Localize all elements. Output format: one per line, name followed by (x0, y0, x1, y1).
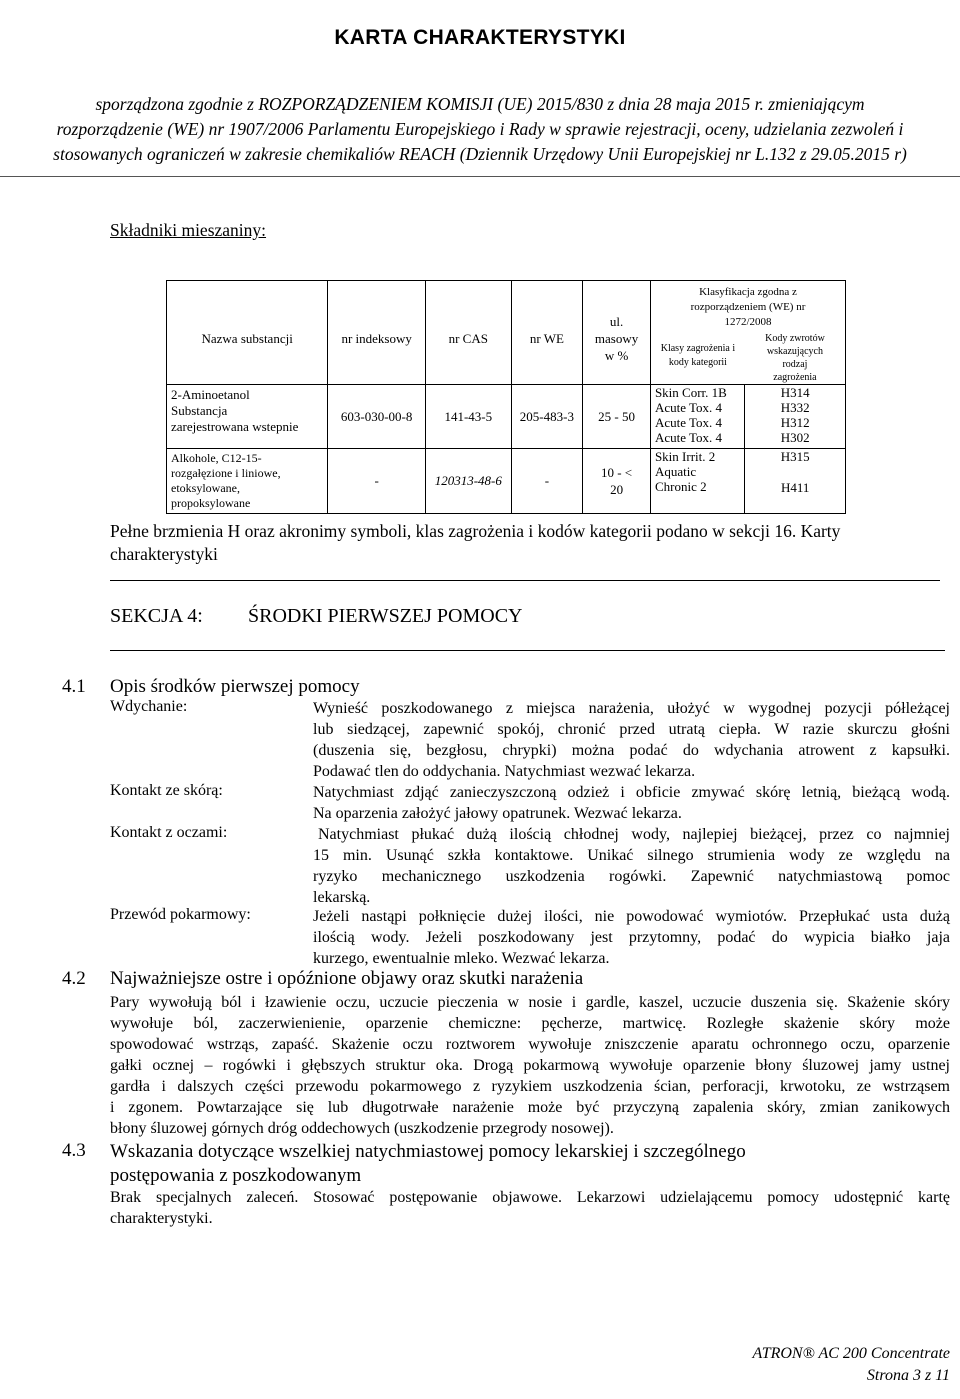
subtitle-line: sporządzona zgodnie z ROZPORZĄDZENIEM KOMISJI (UE) 2015/830 z dnia 28 maja 2015 r. zmieniającym (95, 94, 865, 114)
eye-contact-label: Kontakt z oczami: (110, 824, 228, 841)
index-number: - (328, 449, 426, 514)
mass-header-line: w % (604, 348, 629, 363)
col-header-index: nr indeksowy (328, 281, 426, 385)
substance-name-line: Alkohole, C12-15- (171, 451, 262, 465)
hazard-code: H312 (780, 415, 810, 430)
hazard-code: H315 (780, 449, 810, 464)
text-line: 15 min. Usunąć szkła kontaktowe. Unikać silnego strumienia wody ze względu na (313, 847, 950, 864)
hazard-code: H332 (780, 400, 810, 415)
subtitle-line: rozporządzenie (WE) nr 1907/2006 Parlamentu Europejskiego i Rady w sprawie rejestracji, oceny, udzielania zezwoleń i (56, 119, 904, 139)
skin-contact-text (313, 782, 950, 824)
substance-name-line: rozgałęzione i liniowe, (171, 466, 281, 480)
text-line: spowodować wstrząs, zapaść. Skażenie oczu roztworem wywołuje zniszczenie aparatu ochronnego oczu, oparzenie (110, 1036, 950, 1053)
col-header-name: Nazwa substancji (167, 281, 328, 385)
section-4-label: SEKCJA 4: (110, 605, 203, 627)
text-line: Natychmiast płukać dużą ilością chłodnej wody, najlepiej bieżącej, przez co najmniej (318, 826, 950, 843)
subsection-4-3-title (110, 1140, 746, 1188)
text-line: Pary wywołują ból i łzawienie oczu, uczucie pieczenia w nosie i gardle, kaszel, uczucie duszenia się. Skażenie skóry (110, 994, 950, 1011)
hazard-class-line: kody kategorii (668, 357, 727, 368)
subsection-4-1-number: 4.1 (62, 676, 86, 697)
hazard-codes-line: zagrożenia (773, 372, 817, 383)
text-line: ryzyko mechanicznego uszkodzenia rogówki. Zapewnić natychmiastową pomoc (313, 868, 950, 885)
text-line: lub siedzącej, zapewnić spokój, chronić przed utratą ciepła. W razie skurczu głośni (313, 721, 950, 738)
ingestion-label: Przewód pokarmowy: (110, 906, 251, 923)
substance-name-line: zarejestrowana wstepnie (171, 419, 299, 434)
text-line: Natychmiast zdjąć zanieczyszczoną odzież i obficie zmywać skórę letnią, bieżącą wodą. (313, 784, 950, 801)
header-divider (0, 176, 960, 177)
hazard-classes (650, 449, 744, 514)
subsection-4-2-number: 4.2 (62, 968, 86, 989)
text-line: ilością wody. Jeżeli poszkodowany jest przytomny, podać do wypicia białko jaja (313, 929, 950, 946)
col-header-mass (583, 281, 651, 385)
classification-line: Klasyfikacja zgodna z (699, 286, 797, 298)
hazard-code (745, 465, 845, 480)
substance-name-line: propoksylowane (171, 496, 251, 510)
mass-percent (583, 449, 651, 514)
components-heading: Składniki mieszaniny: (110, 220, 267, 240)
subsection-4-2-title: Najważniejsze ostre i opóźnione objawy oraz skutki narażenia (110, 968, 584, 989)
note-line: Pełne brzmienia H oraz akronimy symboli, klas zagrożenia i kodów kategorii podano w sekcji 16. Karty (110, 521, 841, 541)
substance-name (167, 385, 328, 449)
table-row (167, 449, 846, 514)
text-line: (duszenia się, bezgłosu, chrypki) można podać do wdychania atrowent z kapsułki. (313, 742, 950, 759)
text-line: wywołuje ból, zaczerwienienie, oparzenie chemiczne: pęcherze, martwicę. Rozległe skażenie skóry może (110, 1015, 950, 1032)
section-divider-top (110, 580, 940, 581)
subtitle-line: stosowanych ograniczeń w zakresie chemikaliów REACH (Dziennik Urzędowy Unii Europejskiej nr L.132 z 29.05.2015 r) (53, 144, 907, 164)
eye-contact-text (313, 824, 950, 908)
we-number: - (511, 449, 583, 514)
cas-number: 120313-48-6 (425, 449, 511, 514)
text-line: charakterystyki. (110, 1210, 213, 1227)
subsection-4-1-title: Opis środków pierwszej pomocy (110, 676, 360, 697)
text-line: Podawać tlen do oddychania. Natychmiast wezwać lekarza. (313, 763, 696, 780)
text-line: i zgonem. Powtarzające się lub długotrwałe narażenie może być przyczyną zapalenia skóry, zmian zanikowych (110, 1099, 950, 1116)
hazard-codes (745, 449, 846, 514)
we-number: 205-483-3 (511, 385, 583, 449)
text-line: Brak specjalnych zaleceń. Stosować postępowanie objawowe. Lekarzowi udzielającemu pomocy udostępnić kartę (110, 1189, 950, 1206)
col-header-cas: nr CAS (425, 281, 511, 385)
title-line: Wskazania dotyczące wszelkiej natychmiastowej pomocy lekarskiej i szczególnego (110, 1141, 746, 1162)
hazard-class: Acute Tox. 4 (654, 415, 723, 430)
substance-name-line: etoksylowane, (171, 481, 240, 495)
document-subtitle (30, 92, 930, 167)
substance-name-line: Substancja (171, 403, 228, 418)
hazard-class-line: Klasy zagrożenia i (660, 343, 736, 354)
hazard-codes (745, 385, 846, 449)
title-line: postępowania z poszkodowanym (110, 1165, 362, 1186)
table-header-row (167, 281, 846, 385)
col-header-hazard-class (651, 332, 745, 384)
hazard-codes-line: rodzaj (782, 359, 808, 370)
footer-page-number: Strona 3 z 11 (866, 1367, 950, 1384)
components-table (166, 280, 846, 514)
classification-line: 1272/2008 (724, 316, 772, 328)
text-line: błony śluzowej górnych dróg oddechowych (uszkodzenie przegrody nosowej). (110, 1120, 614, 1137)
skin-contact-label: Kontakt ze skórą: (110, 782, 223, 799)
hazard-class: Acute Tox. 4 (654, 430, 723, 445)
inhalation-label: Wdychanie: (110, 698, 188, 715)
hazard-class: Acute Tox. 4 (654, 400, 723, 415)
text-line: Na oparzenia założyć jałowy opatrunek. Wezwać lekarza. (313, 805, 682, 822)
hazard-classes (650, 385, 744, 449)
footer-product: ATRON® AC 200 Concentrate (752, 1345, 950, 1362)
text-line: Wynieść poszkodowanego z miejsca narażenia, ułożyć w wygodnej pozycji półleżącej (313, 700, 950, 717)
classification-line: rozporządzeniem (WE) nr (690, 301, 806, 313)
text-line: kurzego, ewentualnie mleko. Wezwać lekarza. (313, 950, 610, 967)
subsection-4-3-number: 4.3 (62, 1140, 86, 1161)
ingestion-text (313, 906, 950, 969)
mass-header-line: masowy (594, 331, 639, 346)
hazard-class: Aquatic (654, 464, 697, 479)
hazard-class: Chronic 2 (654, 479, 707, 494)
text-line: Jeżeli nastąpi połknięcie dużej ilości, nie powodować wymiotów. Przepłukać usta dużą (313, 908, 950, 925)
note-line: charakterystyki (110, 544, 218, 564)
hazard-code: H302 (780, 430, 810, 445)
col-header-we: nr WE (511, 281, 583, 385)
mass-percent: 25 - 50 (583, 385, 651, 449)
table-note (110, 520, 930, 566)
subsection-4-3-text (110, 1187, 950, 1229)
document-title: KARTA CHARAKTERYSTYKI (334, 26, 626, 49)
mass-line: 20 (610, 482, 624, 497)
col-header-hazard-codes (745, 332, 845, 384)
hazard-code: H314 (780, 385, 810, 400)
substance-name (167, 449, 328, 514)
col-header-classification (650, 281, 845, 385)
substance-name-line: 2-Aminoetanol (171, 387, 250, 402)
text-line: lekarską. (313, 889, 371, 906)
mass-line: 10 - < (600, 465, 633, 480)
hazard-codes-line: wskazujących (766, 346, 823, 357)
inhalation-text (313, 698, 950, 782)
text-line: gałki ocznej – rogówki i głębszych struktur oka. Drogą pokarmową wywołuje oparzenie błony śluzowej jamy ustnej (110, 1057, 950, 1074)
table-row (167, 385, 846, 449)
hazard-codes-line: Kody zwrotów (765, 333, 825, 344)
hazard-class: Skin Irrit. 2 (654, 449, 716, 464)
cas-number: 141-43-5 (425, 385, 511, 449)
section-4-title: ŚRODKI PIERWSZEJ POMOCY (248, 605, 523, 627)
index-number: 603-030-00-8 (328, 385, 426, 449)
text-line: gardła i dalszych części przewodu pokarmowego z ryzykiem uszkodzenia ścian, perforacji, krwotoku, ze wstrząsem (110, 1078, 950, 1095)
mass-header-line: ul. (609, 314, 624, 329)
hazard-code: H411 (781, 480, 810, 495)
subsection-4-2-text (110, 992, 950, 1139)
hazard-class: Skin Corr. 1B (654, 385, 727, 400)
section-divider-bottom (110, 650, 945, 651)
